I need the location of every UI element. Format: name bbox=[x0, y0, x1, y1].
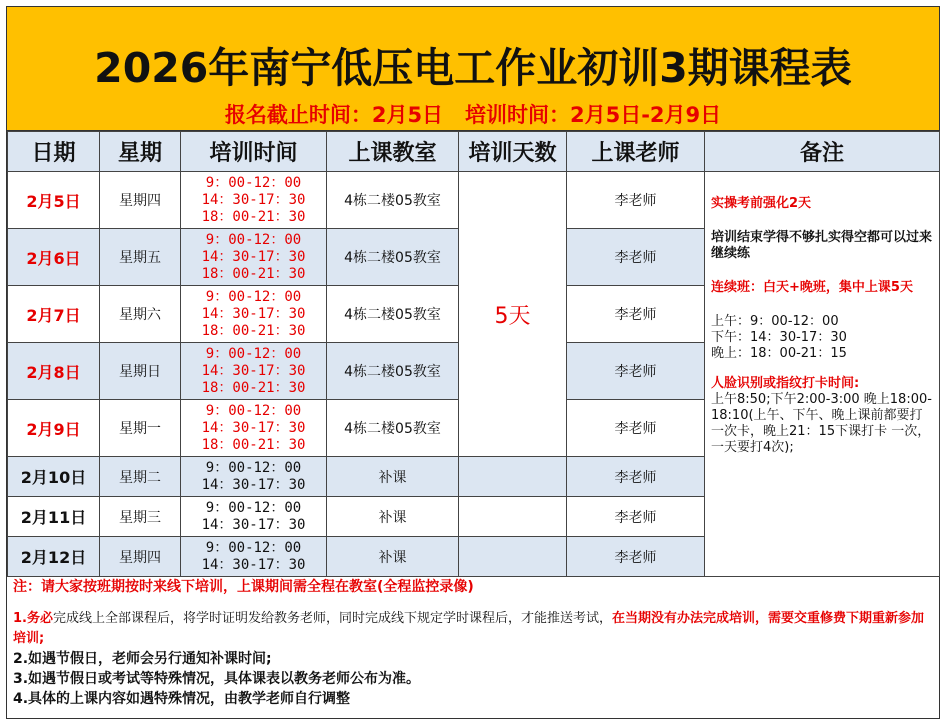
training-days-blank bbox=[459, 497, 567, 537]
time-slot: 18：00-21：30 bbox=[201, 436, 306, 453]
remark-continue: 培训结束学得不够扎实得空都可以过来继续练 bbox=[711, 230, 933, 261]
room-cell: 补课 bbox=[327, 537, 459, 577]
time-cell bbox=[181, 286, 327, 343]
header-date: 日期 bbox=[8, 132, 100, 172]
weekday-cell: 星期六 bbox=[100, 286, 181, 343]
remark-pm: 下午：14：30-17：30 bbox=[711, 330, 847, 345]
date-cell: 2月9日 bbox=[8, 400, 100, 457]
teacher-cell: 李老师 bbox=[567, 343, 705, 400]
room-cell: 4栋二楼05教室 bbox=[327, 400, 459, 457]
teacher-cell: 李老师 bbox=[567, 497, 705, 537]
teacher-cell: 李老师 bbox=[567, 457, 705, 497]
room-cell: 4栋二楼05教室 bbox=[327, 286, 459, 343]
table-header-row bbox=[8, 132, 940, 172]
schedule-sheet bbox=[6, 6, 940, 719]
time-cell bbox=[181, 172, 327, 229]
note-item-3: 3.如遇节假日或考试等特殊情况，具体课表以教务老师公布为准。 bbox=[13, 671, 421, 687]
weekday-cell: 星期三 bbox=[100, 497, 181, 537]
time-slot: 9：00-12：00 bbox=[205, 459, 302, 476]
note-item-4: 4.具体的上课内容如遇特殊情况，由教学老师自行调整 bbox=[13, 691, 351, 707]
header-time: 培训时间 bbox=[181, 132, 327, 172]
weekday-cell: 星期二 bbox=[100, 457, 181, 497]
schedule-table bbox=[7, 131, 940, 577]
date-cell: 2月12日 bbox=[8, 537, 100, 577]
time-cell bbox=[181, 537, 327, 577]
time-slot: 14：30-17：30 bbox=[201, 305, 306, 322]
teacher-cell: 李老师 bbox=[567, 172, 705, 229]
teacher-cell: 李老师 bbox=[567, 229, 705, 286]
time-cell bbox=[181, 400, 327, 457]
time-cell bbox=[181, 457, 327, 497]
time-cell bbox=[181, 497, 327, 537]
remark-checkin-detail: 上午8:50;下午2:00-3:00 晚上18:00-18:10(上午、下午、晚上课前都要打一次卡，晚上21：15下课打卡 一次，一天要打4次); bbox=[711, 392, 932, 455]
weekday-cell: 星期五 bbox=[100, 229, 181, 286]
time-slot: 18：00-21：30 bbox=[201, 379, 306, 396]
room-cell: 4栋二楼05教室 bbox=[327, 229, 459, 286]
note-item-1-body: 完成线上全部课程后，将学时证明发给教务老师，同时完成线下规定学时课程后，才能推送考试， bbox=[52, 611, 612, 626]
remarks-cell bbox=[705, 172, 940, 577]
time-slot: 18：00-21：30 bbox=[201, 322, 306, 339]
time-slot: 18：00-21：30 bbox=[201, 208, 306, 225]
time-slot: 14：30-17：30 bbox=[201, 556, 306, 573]
time-slot: 14：30-17：30 bbox=[201, 248, 306, 265]
time-slot: 9：00-12：00 bbox=[205, 499, 302, 516]
remark-practice: 实操考前强化2天 bbox=[711, 196, 812, 211]
table-row bbox=[8, 172, 940, 229]
weekday-cell: 星期日 bbox=[100, 343, 181, 400]
header-room: 上课教室 bbox=[327, 132, 459, 172]
time-slot: 9：00-12：00 bbox=[205, 288, 302, 305]
note-item-1-warning: 在当期没有办法完成培训，需要交重修费下期重新参加培训; bbox=[13, 611, 925, 646]
teacher-cell: 李老师 bbox=[567, 537, 705, 577]
training-days-blank bbox=[459, 457, 567, 497]
room-cell: 补课 bbox=[327, 457, 459, 497]
time-slot: 18：00-21：30 bbox=[201, 265, 306, 282]
time-slot: 9：00-12：00 bbox=[205, 402, 302, 419]
date-cell: 2月7日 bbox=[8, 286, 100, 343]
registration-subtitle: 报名截止时间：2月5日 培训时间：2月5日-2月9日 bbox=[224, 103, 722, 127]
page-title: 2026年南宁低压电工作业初训3期课程表 bbox=[94, 44, 852, 92]
training-days-blank bbox=[459, 537, 567, 577]
header-remarks: 备注 bbox=[705, 132, 940, 172]
time-slot: 9：00-12：00 bbox=[205, 345, 302, 362]
time-slot: 9：00-12：00 bbox=[205, 539, 302, 556]
title-banner bbox=[7, 7, 939, 131]
room-cell: 补课 bbox=[327, 497, 459, 537]
remark-checkin-title: 人脸识别或指纹打卡时间: bbox=[711, 376, 860, 391]
time-slot: 9：00-12：00 bbox=[205, 231, 302, 248]
time-slot: 14：30-17：30 bbox=[201, 362, 306, 379]
note-item-1-prefix: 1.务必 bbox=[13, 611, 53, 626]
remark-am: 上午：9：00-12：00 bbox=[711, 314, 839, 329]
note-item-2: 2.如遇节假日，老师会另行通知补课时间; bbox=[13, 651, 272, 667]
time-slot: 14：30-17：30 bbox=[201, 476, 306, 493]
time-cell bbox=[181, 229, 327, 286]
room-cell: 4栋二楼05教室 bbox=[327, 343, 459, 400]
date-cell: 2月11日 bbox=[8, 497, 100, 537]
header-days: 培训天数 bbox=[459, 132, 567, 172]
time-cell bbox=[181, 343, 327, 400]
time-slot: 14：30-17：30 bbox=[201, 516, 306, 533]
date-cell: 2月6日 bbox=[8, 229, 100, 286]
date-cell: 2月8日 bbox=[8, 343, 100, 400]
header-weekday: 星期 bbox=[100, 132, 181, 172]
note-item-1 bbox=[13, 609, 933, 649]
header-teacher: 上课老师 bbox=[567, 132, 705, 172]
room-cell: 4栋二楼05教室 bbox=[327, 172, 459, 229]
teacher-cell: 李老师 bbox=[567, 400, 705, 457]
training-days-cell: 5天 bbox=[459, 172, 567, 457]
time-slot: 14：30-17：30 bbox=[201, 191, 306, 208]
weekday-cell: 星期四 bbox=[100, 537, 181, 577]
remark-continuous-class: 连续班：白天+晚班，集中上课5天 bbox=[711, 280, 913, 295]
notes-section bbox=[7, 575, 939, 720]
time-slot: 14：30-17：30 bbox=[201, 419, 306, 436]
date-cell: 2月10日 bbox=[8, 457, 100, 497]
teacher-cell: 李老师 bbox=[567, 286, 705, 343]
date-cell: 2月5日 bbox=[8, 172, 100, 229]
note-attendance: 注：请大家按班期按时来线下培训，上课期间需全程在教室(全程监控录像) bbox=[13, 579, 474, 595]
weekday-cell: 星期一 bbox=[100, 400, 181, 457]
weekday-cell: 星期四 bbox=[100, 172, 181, 229]
remark-eve: 晚上：18：00-21：15 bbox=[711, 346, 847, 361]
time-slot: 9：00-12：00 bbox=[205, 174, 302, 191]
